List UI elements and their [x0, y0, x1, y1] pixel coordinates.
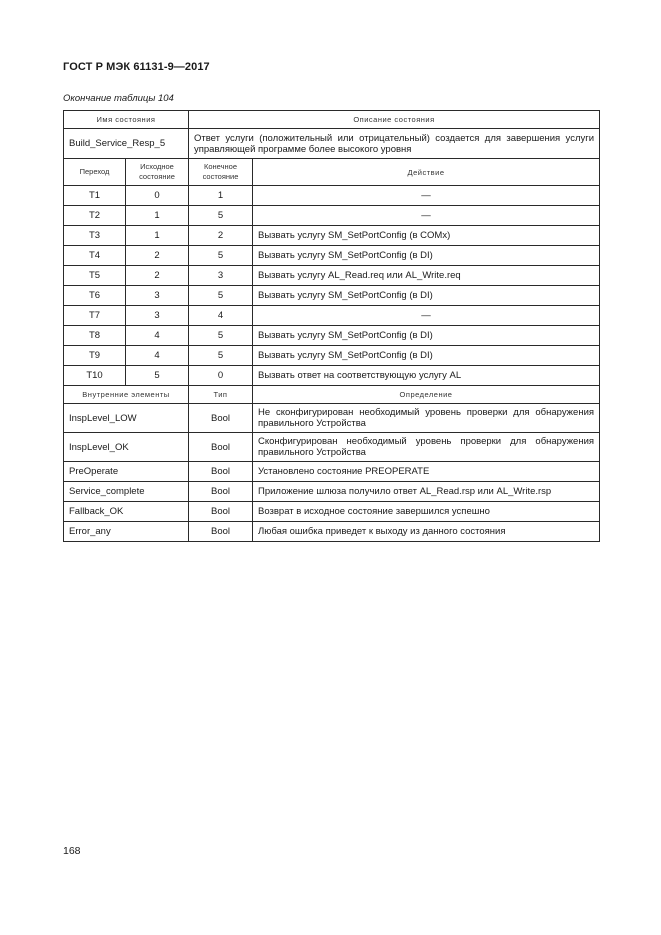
element-name: PreOperate [64, 462, 189, 482]
table-row [64, 326, 600, 346]
col-state-desc: Описание состояния [189, 111, 600, 129]
transition-id: T3 [64, 226, 126, 246]
transition-header-row [64, 159, 600, 186]
transition-id: T9 [64, 346, 126, 366]
source-state: 3 [126, 306, 189, 326]
document-header: ГОСТ Р МЭК 61131-9—2017 [63, 61, 210, 73]
element-name: InspLevel_LOW [64, 404, 189, 433]
col-action: Действие [253, 159, 600, 186]
transition-id: T7 [64, 306, 126, 326]
element-type: Bool [189, 482, 253, 502]
action: — [253, 186, 600, 206]
table-row [64, 366, 600, 386]
state-name: Build_Service_Resp_5 [64, 129, 189, 159]
col-definition: Определение [253, 386, 600, 404]
state-description: Ответ услуги (положительный или отрицательный) создается для завершения услуги управляющей программе более высокого уровня [189, 129, 600, 159]
target-state: 4 [189, 306, 253, 326]
action: Вызвать услугу SM_SetPortConfig (в DI) [253, 286, 600, 306]
element-type: Bool [189, 404, 253, 433]
element-definition: Установлено состояние PREOPERATE [253, 462, 600, 482]
element-name: InspLevel_OK [64, 433, 189, 462]
col-element: Внутренние элементы [64, 386, 189, 404]
element-definition: Не сконфигурирован необходимый уровень проверки для обнаружения правильного Устройства [253, 404, 600, 433]
table-row [64, 462, 600, 482]
element-definition: Сконфигурирован необходимый уровень проверки для обнаружения правильного Устройства [253, 433, 600, 462]
page-number: 168 [63, 845, 81, 857]
action: — [253, 206, 600, 226]
transition-id: T8 [64, 326, 126, 346]
source-state: 2 [126, 266, 189, 286]
internal-rows [64, 404, 600, 542]
table-row [64, 226, 600, 246]
element-name: Error_any [64, 522, 189, 542]
target-state: 5 [189, 206, 253, 226]
col-type: Тип [189, 386, 253, 404]
transition-rows [64, 186, 600, 386]
action: Вызвать ответ на соответствующую услугу AL [253, 366, 600, 386]
target-state: 1 [189, 186, 253, 206]
target-state: 2 [189, 226, 253, 246]
state-table [63, 110, 600, 542]
transition-id: T5 [64, 266, 126, 286]
transition-id: T4 [64, 246, 126, 266]
action: Вызвать услугу AL_Read.req или AL_Write.req [253, 266, 600, 286]
transition-id: T6 [64, 286, 126, 306]
table-caption: Окончание таблицы 104 [63, 93, 174, 104]
target-state: 5 [189, 246, 253, 266]
source-state: 2 [126, 246, 189, 266]
target-state: 5 [189, 286, 253, 306]
action: Вызвать услугу SM_SetPortConfig (в COMx) [253, 226, 600, 246]
action: Вызвать услугу SM_SetPortConfig (в DI) [253, 346, 600, 366]
source-state: 1 [126, 226, 189, 246]
table-row [64, 246, 600, 266]
table-row [64, 502, 600, 522]
transition-id: T2 [64, 206, 126, 226]
element-type: Bool [189, 462, 253, 482]
target-state: 5 [189, 346, 253, 366]
source-state: 4 [126, 326, 189, 346]
action: Вызвать услугу SM_SetPortConfig (в DI) [253, 246, 600, 266]
table-row [64, 522, 600, 542]
col-target: Конечное состояние [189, 159, 253, 186]
col-state-name: Имя состояния [64, 111, 189, 129]
col-transition: Переход [64, 159, 126, 186]
element-definition: Приложение шлюза получило ответ AL_Read.rsp или AL_Write.rsp [253, 482, 600, 502]
source-state: 0 [126, 186, 189, 206]
target-state: 3 [189, 266, 253, 286]
element-definition: Возврат в исходное состояние завершился успешно [253, 502, 600, 522]
target-state: 5 [189, 326, 253, 346]
element-definition: Любая ошибка приведет к выходу из данного состояния [253, 522, 600, 542]
element-type: Bool [189, 433, 253, 462]
table-row [64, 433, 600, 462]
source-state: 3 [126, 286, 189, 306]
transition-id: T10 [64, 366, 126, 386]
source-state: 4 [126, 346, 189, 366]
table-row [64, 482, 600, 502]
table-row [64, 346, 600, 366]
action: Вызвать услугу SM_SetPortConfig (в DI) [253, 326, 600, 346]
element-type: Bool [189, 502, 253, 522]
state-row [64, 129, 600, 159]
table-row [64, 206, 600, 226]
action: — [253, 306, 600, 326]
table-row [64, 286, 600, 306]
col-source: Исходное состояние [126, 159, 189, 186]
element-type: Bool [189, 522, 253, 542]
transition-id: T1 [64, 186, 126, 206]
table-row [64, 266, 600, 286]
table-row [64, 186, 600, 206]
table-row [64, 306, 600, 326]
source-state: 1 [126, 206, 189, 226]
target-state: 0 [189, 366, 253, 386]
state-header-row [64, 111, 600, 129]
internals-header-row [64, 386, 600, 404]
element-name: Service_complete [64, 482, 189, 502]
table-row [64, 404, 600, 433]
element-name: Fallback_OK [64, 502, 189, 522]
source-state: 5 [126, 366, 189, 386]
